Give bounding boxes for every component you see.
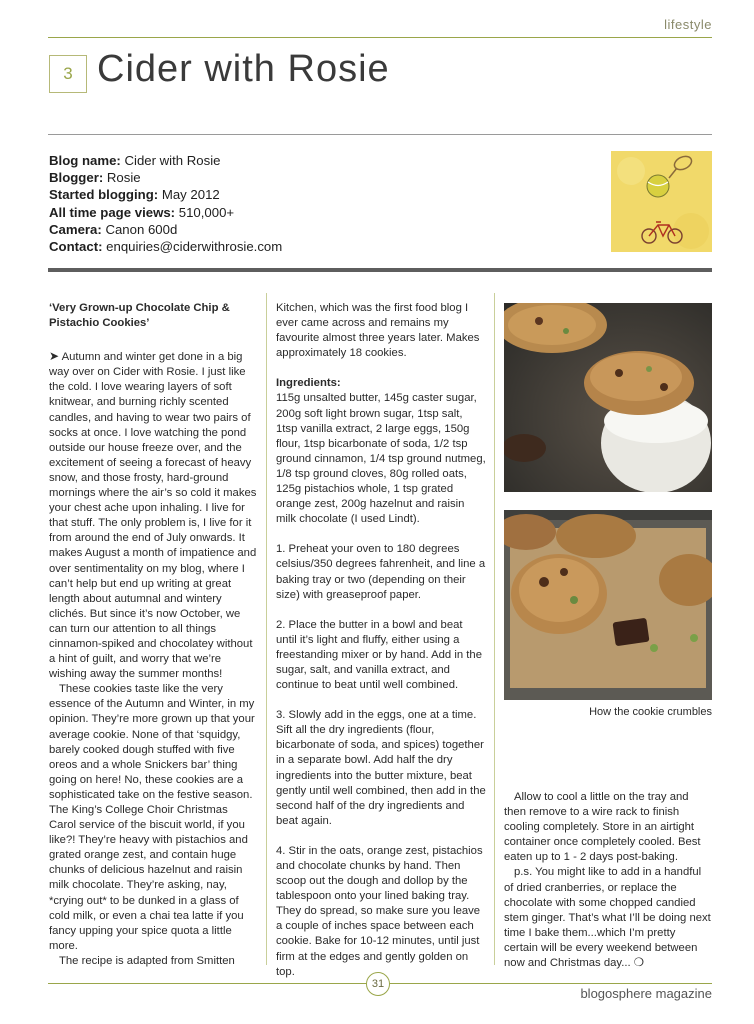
page-number: 31	[366, 972, 390, 996]
info-row-started: Started blogging: May 2012	[49, 187, 220, 203]
article-column-3	[504, 790, 712, 971]
method-step-2: 2. Place the butter in a bowl and beat until it’s light and fluffy, either using a freestanding mixer or by hand. Add in the sugar, salt, and vanilla extract, and continue to beat until well combined.	[276, 618, 482, 692]
method-step-1: 1. Preheat your oven to 180 degrees celsius/350 degrees fahrenheit, and line a baking tray or two (depending on their size) with greaseproof paper.	[276, 543, 486, 601]
postscript: p.s. You might like to add in a handful of dried cranberries, or replace the chocolate with some chopped candied stem ginger. That’s what I’ll be doing next time I bake them...which I’m pretty certain will be every weekend between now and Christmas day... ❍	[504, 866, 711, 970]
ingredients-heading: Ingredients:	[276, 377, 341, 390]
method-step-4: 4. Stir in the oats, orange zest, pistachios and chocolate chunks by hand. Then scoop out the dough and dollop by the tablespoon onto your lined baking tray. They do spread, so make sure you leave a couple of inches space between each cookie. Bake for 10-12 minutes, until just firm at the edges and gently golden on top.	[276, 844, 483, 978]
paragraph: Allow to cool a little on the tray and then remove to a wire rack to finish cooling completely. Store in an airtight container once completely cooled. Best eaten up to 1 - 2 days post-baking.	[504, 791, 701, 864]
page-title: Cider with Rosie	[97, 48, 390, 90]
tennis-bicycle-illustration	[611, 151, 712, 252]
blog-logo-illustration	[611, 151, 712, 252]
paragraph: Kitchen, which was the first food blog I ever came across and remains my favourite almost three years later. Makes approximately 18 cookies.	[276, 302, 480, 360]
method-step-3: 3. Slowly add in the eggs, one at a time. Sift all the dry ingredients (flour, bicarbonate of soda, and spices) together in a separate bowl. Add half the dry ingredients into the butter mixture, beat gently until well combined, then add in the second half of the dry ingredients and beat again.	[276, 709, 486, 827]
column-divider	[494, 293, 495, 965]
end-mark-icon: ❍	[633, 957, 644, 970]
arrow-icon: ➤	[49, 349, 60, 364]
article-column-1	[49, 301, 257, 969]
info-row-blog-name: Blog name: Cider with Rosie	[49, 153, 221, 168]
magazine-name: blogosphere magazine	[580, 986, 712, 1001]
paragraph: The recipe is adapted from Smitten	[59, 954, 235, 967]
info-row-contact: Contact: enquiries@ciderwithrosie.com	[49, 239, 283, 255]
photo-caption: How the cookie crumbles	[589, 706, 712, 718]
ingredients-list: 115g unsalted butter, 145g caster sugar, 200g soft light brown sugar, 1tsp salt, 1tsp vanilla extract, 2 large eggs, 150g flour, 1tsp bicarbonate of soda, 1/2 tsp ground cinnamon, 1/4 tsp ground nutmeg, 1/8 tsp ground cloves, 80g rolled oats, 125g pistachios whole, 1 tsp grated orange zest, 200g hazelnut and raisin milk chocolate (I used Lindt).	[276, 392, 486, 526]
section-label: lifestyle	[664, 17, 712, 32]
article-number: 3	[49, 55, 87, 93]
cookie-milk-photo	[504, 303, 712, 492]
article-column-2	[276, 301, 486, 980]
header-divider	[48, 134, 712, 135]
info-row-camera: Camera: Canon 600d	[49, 221, 178, 237]
intro-paragraph: ➤ Autumn and winter get done in a big way over on Cider with Rosie. I just like the cold. I love wearing layers of soft knitwear, and burning richly scented candles, and having to wear two pairs of socks at once. I love watching the pond outside our house freeze over, and the excitement of seeing a forecast of heavy snow, and those frosty, hard-ground mornings where the air’s so cold it makes your chest ache upon inhaling. I live for that stuff. The only problem is, I live for it from around the end of July onwards. It makes August a month of impatience and over sentimentality on my blog, where I can’t help but end up writing at great length about autumnal and wintery clichés. But since it’s now October, we can turn our attention to all things cinnamon-spiked and chocolatey without a hint of guilt, and worry that we’re wishing away the summer months!	[49, 349, 257, 681]
top-rule	[48, 37, 712, 38]
info-divider	[48, 268, 712, 272]
cookies-tray-photo	[504, 510, 712, 700]
blog-info	[49, 152, 282, 255]
column-divider	[266, 293, 267, 965]
info-row-page-views: All time page views: 510,000+	[49, 204, 235, 220]
paragraph: These cookies taste like the very essence of the Autumn and Winter, in my opinion. They’re more grown up that your average cookie. None of that ‘squidgy, barely cooked dough stuffed with five oreos and a whole Snickers bar’ thing going on here! No, these cookies are a sophisticated take on the festive season. The King’s College Choir Christmas Carol service of the biscuit world, if you like?! They’re heavy with pistachios and grated orange zest, and contain huge chunks of delicious hazelnut and raisin milk chocolate. They’re asking, nay, *crying out* to be dunked in a glass of cold milk, or even a chai tea latte if you fancy upping your spice quota a little more.	[49, 683, 255, 952]
info-row-blogger: Blogger: Rosie	[49, 170, 141, 186]
recipe-heading: ‘Very Grown-up Chocolate Chip & Pistachio Cookies’	[49, 302, 230, 330]
